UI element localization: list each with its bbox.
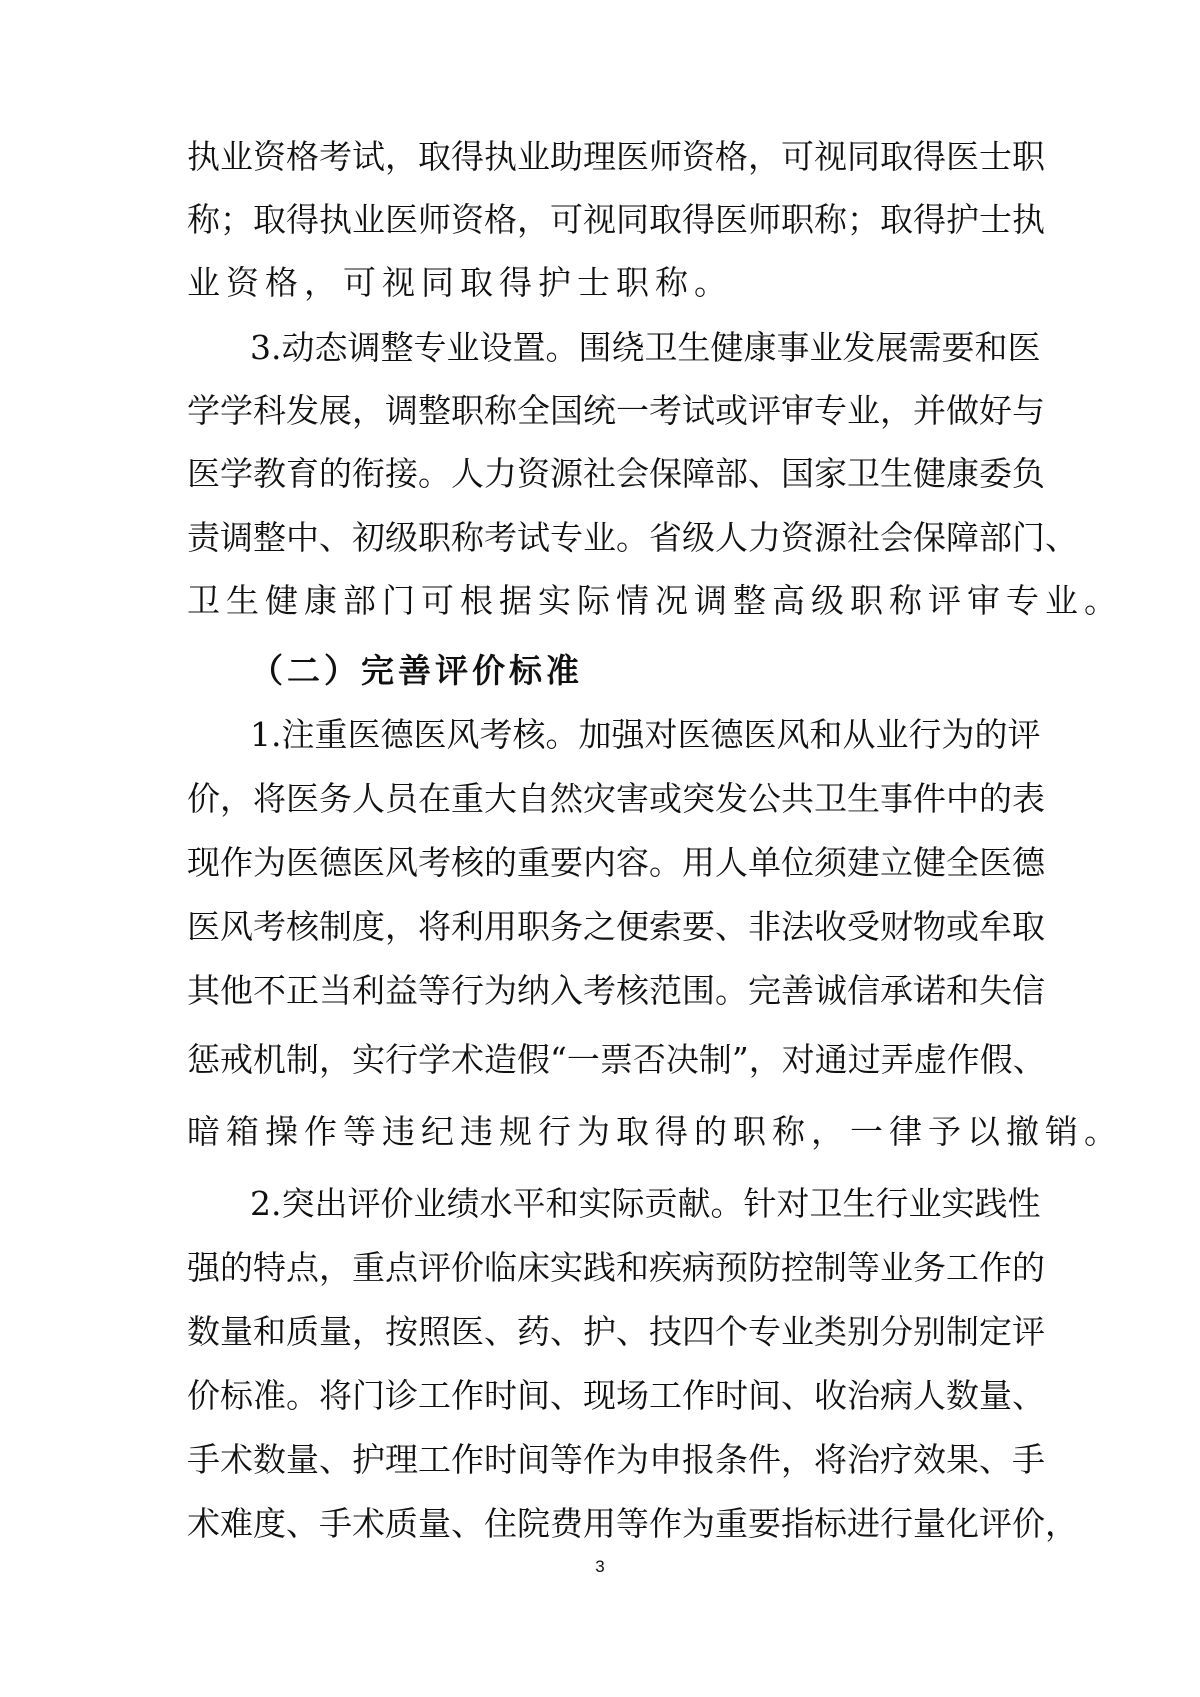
text-line: 现作为医德医风考核的重要内容。用人单位须建立健全医德: [187, 843, 1045, 882]
text-line: 其他不正当利益等行为纳入考核范围。完善诚信承诺和失信: [187, 971, 1045, 1010]
text-line: 强的特点，重点评价临床实践和疾病预防控制等业务工作的: [187, 1248, 1045, 1287]
text-line: 惩戒机制，实行学术造假“一票否决制”，对通过弄虚作假、: [187, 1040, 1046, 1079]
text-line: 责调整中、初级职称考试专业。省级人力资源社会保障部门、: [187, 518, 1078, 557]
text-line: 医风考核制度，将利用职务之便索要、非法收受财物或牟取: [187, 907, 1045, 946]
text-line: 称；取得执业医师资格，可视同取得医师职称；取得护士执: [187, 200, 1045, 239]
text-line: 1.注重医德医风考核。加强对医德医风和从业行为的评: [250, 715, 1041, 754]
text-line: 价，将医务人员在重大自然灾害或突发公共卫生事件中的表: [187, 779, 1045, 818]
text-line: 医学教育的衔接。人力资源社会保障部、国家卫生健康委负: [187, 454, 1045, 493]
text-line: 暗箱操作等违纪违规行为取得的职称，一律予以撤销。: [187, 1112, 1123, 1151]
text-line: 价标准。将门诊工作时间、现场工作时间、收治病人数量、: [187, 1376, 1045, 1415]
text-line: 2.突出评价业绩水平和实际贡献。针对卫生行业实践性: [250, 1184, 1041, 1223]
section-heading: （二）完善评价标准: [250, 651, 583, 690]
text-line: 3.动态调整专业设置。围绕卫生健康事业发展需要和医: [250, 328, 1041, 367]
text-line: 数量和质量，按照医、药、护、技四个专业类别分别制定评: [187, 1312, 1045, 1351]
text-line: 执业资格考试，取得执业助理医师资格，可视同取得医士职: [187, 137, 1045, 176]
text-line: 学学科发展，调整职称全国统一考试或评审专业，并做好与: [187, 391, 1045, 430]
text-line: 卫生健康部门可根据实际情况调整高级职称评审专业。: [187, 581, 1123, 620]
text-line: 手术数量、护理工作时间等作为申报条件，将治疗效果、手: [187, 1440, 1045, 1479]
text-line: 业资格，可视同取得护士职称。: [187, 263, 733, 302]
page-number: 3: [595, 1557, 605, 1576]
text-line: 术难度、手术质量、住院费用等作为重要指标进行量化评价，: [187, 1504, 1078, 1543]
